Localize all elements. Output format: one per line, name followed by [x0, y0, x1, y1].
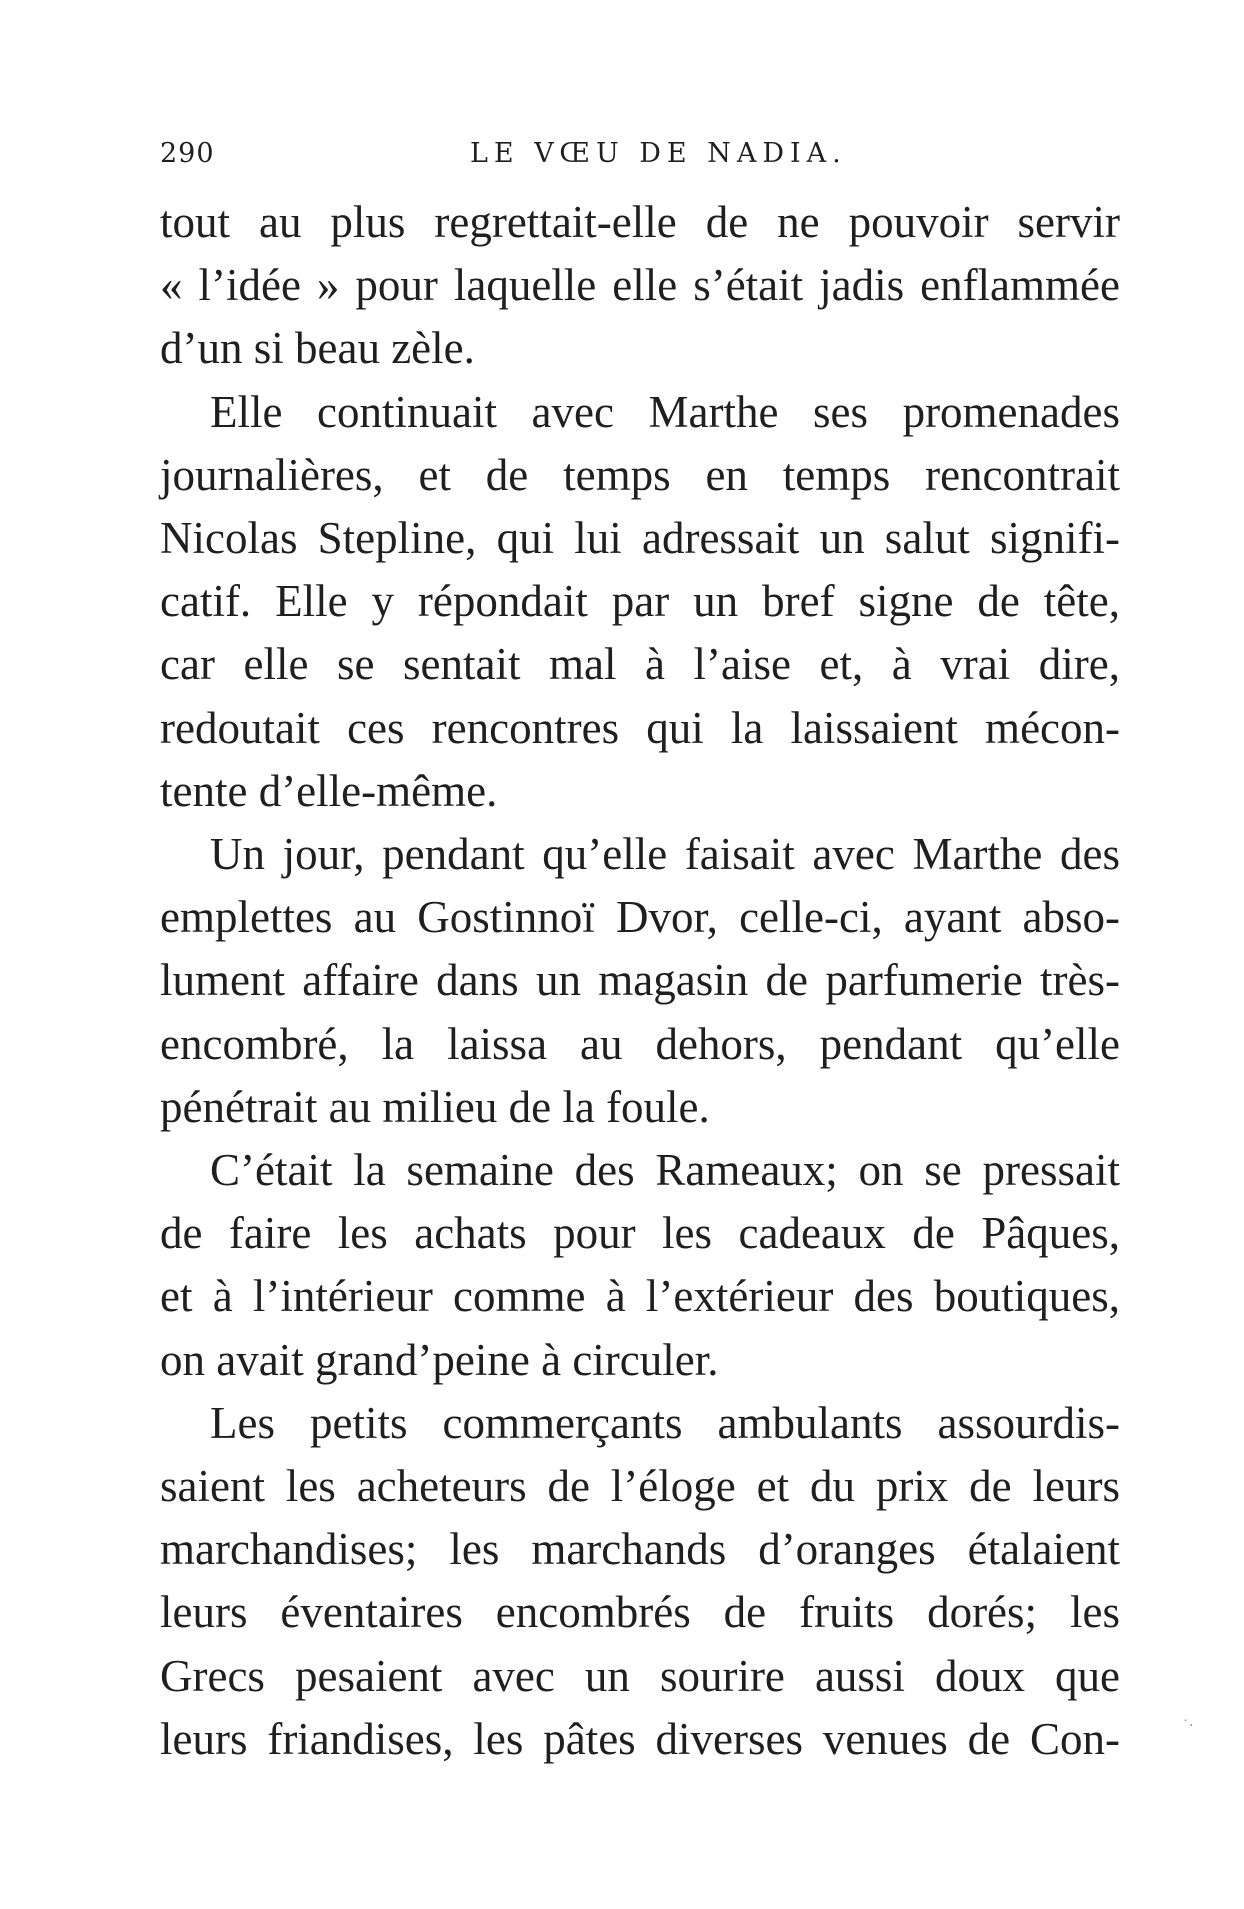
text-line: leurs friandises, les pâtes diverses venues de Con- — [160, 1713, 1120, 1764]
text-line: pénétrait au milieu de la foule. — [160, 1081, 710, 1132]
text-line: Grecs pesaient avec un sourire aussi doux que — [160, 1650, 1120, 1701]
text-line: redoutait ces rencontres qui la laissaient mécon- — [160, 702, 1120, 753]
page-body-text — [160, 191, 1120, 1771]
page-number: 290 — [160, 138, 215, 169]
text-line: encombré, la laissa au dehors, pendant qu’elle — [160, 1018, 1120, 1069]
text-line: marchandises; les marchands d’oranges étalaient — [160, 1524, 1120, 1575]
text-line: d’un si beau zèle. — [160, 323, 475, 374]
text-line: leurs éventaires encombrés de fruits dorés; les — [160, 1587, 1120, 1638]
text-line: Nicolas Stepline, qui lui adressait un salut signifi- — [160, 513, 1120, 564]
text-line: emplettes au Gostinnoï Dvor, celle-ci, ayant abso- — [160, 892, 1120, 943]
text-line: « l’idée » pour laquelle elle s’était jadis enflammée — [160, 260, 1120, 311]
text-line: catif. Elle y répondait par un bref signe de tête, — [160, 576, 1120, 627]
text-line: C’était la semaine des Rameaux; on se pressait — [210, 1145, 1120, 1196]
text-line: Les petits commerçants ambulants assourdis- — [210, 1397, 1120, 1448]
text-line: Elle continuait avec Marthe ses promenades — [210, 386, 1120, 437]
page-header — [160, 138, 1120, 178]
text-line: de faire les achats pour les cadeaux de Pâques, — [160, 1208, 1120, 1259]
text-line: et à l’intérieur comme à l’extérieur des boutiques, — [160, 1271, 1120, 1322]
running-title: LE VŒU DE NADIA. — [470, 138, 847, 169]
text-line: lument affaire dans un magasin de parfumerie très- — [160, 955, 1120, 1006]
scan-mark: ˙· — [1182, 1718, 1194, 1734]
text-line: tente d’elle-même. — [160, 765, 498, 816]
text-line: journalières, et de temps en temps rencontrait — [160, 449, 1120, 500]
text-line: saient les acheteurs de l’éloge et du prix de leurs — [160, 1461, 1120, 1512]
text-line: on avait grand’peine à circuler. — [160, 1334, 719, 1385]
text-line: tout au plus regrettait-elle de ne pouvoir servir — [160, 197, 1120, 247]
text-line: car elle se sentait mal à l’aise et, à vrai dire, — [160, 639, 1120, 690]
text-line: Un jour, pendant qu’elle faisait avec Marthe des — [210, 829, 1120, 880]
